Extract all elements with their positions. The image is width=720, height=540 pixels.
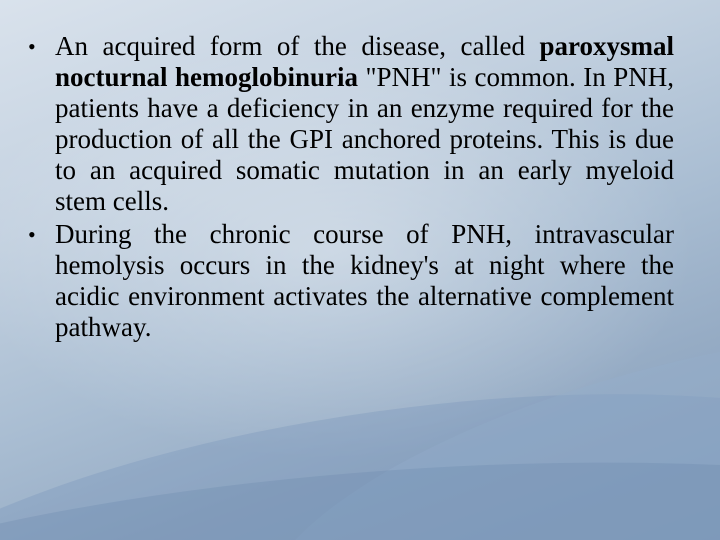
bullet-text-segment: An acquired form of the disease, called: [55, 31, 540, 61]
slide-body: [28, 31, 674, 345]
background-wave: [0, 422, 720, 540]
bullet-item: [28, 219, 674, 343]
bullet-item: [28, 31, 674, 217]
bullet-text-segment: "PNH" is common. In PNH, patients have a deficiency in an enzyme required for the production of all the GPI anchored proteins. This is due to an acquired somatic mutation in an early myeloid stem cells.: [55, 62, 674, 216]
bullet-text-bold: paroxysmal nocturnal hemoglobinuria: [55, 31, 674, 92]
bullet-text-segment: During the chronic course of PNH, intravascular hemolysis occurs in the kidney's at night where the acidic environment activates the alternative complement pathway.: [55, 219, 674, 342]
bullet-dot-icon: •: [28, 34, 36, 59]
background-wave: [0, 328, 720, 540]
bullet-dot-icon: •: [28, 222, 36, 247]
